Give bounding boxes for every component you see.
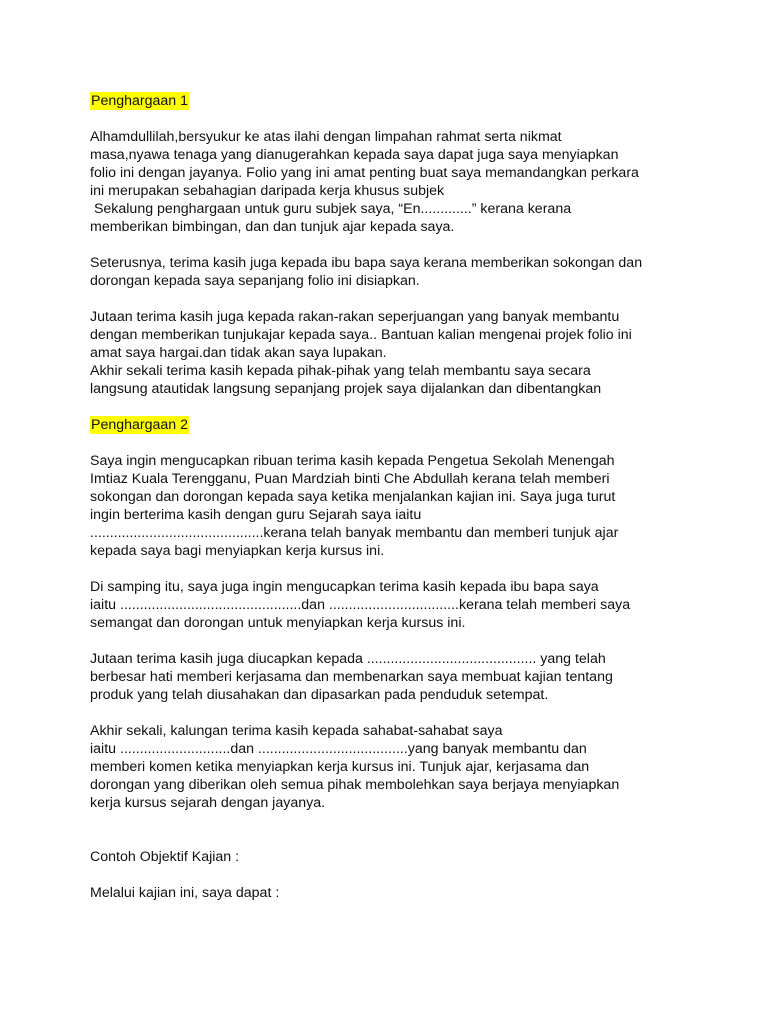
contoh-objektif-label bbox=[90, 848, 690, 866]
paragraph-line: kerja kursus sejarah dengan jayanya. bbox=[90, 795, 326, 811]
heading-penghargaan-1 bbox=[90, 92, 690, 110]
paragraph-line: folio ini dengan jayanya. Folio yang ini amat penting buat saya memandangkan perkara bbox=[90, 165, 639, 181]
paragraph-3 bbox=[90, 308, 690, 398]
paragraph-line: semangat dan dorongan untuk menyiapkan kerja kursus ini. bbox=[90, 615, 466, 631]
paragraph-line: amat saya hargai.dan tidak akan saya lupakan. bbox=[90, 345, 387, 361]
paragraph-line: dorongan kepada saya sepanjang folio ini disiapkan. bbox=[90, 273, 420, 289]
paragraph-line: Contoh Objektif Kajian : bbox=[90, 849, 240, 865]
paragraph-line: iaitu ..............................................dan .................................kerana telah memberi saya bbox=[90, 597, 631, 613]
paragraph-line: Alhamdullilah,bersyukur ke atas ilahi dengan limpahan rahmat serta nikmat bbox=[90, 129, 562, 145]
paragraph-line: Akhir sekali, kalungan terima kasih kepada sahabat-sahabat saya bbox=[90, 723, 503, 739]
paragraph-line: dorongan yang diberikan oleh semua pihak membolehkan saya berjaya menyiapkan bbox=[90, 777, 620, 793]
paragraph-line: Jutaan terima kasih juga diucapkan kepada ........................................... yang telah bbox=[90, 651, 606, 667]
paragraph-line: ............................................kerana telah banyak membantu dan memberi tunjuk ajar bbox=[90, 525, 619, 541]
paragraph-6 bbox=[90, 650, 690, 704]
paragraph-line: Akhir sekali terima kasih kepada pihak-pihak yang telah membantu saya secara bbox=[90, 363, 591, 379]
paragraph-line: sokongan dan dorongan kepada saya ketika menjalankan kajian ini. Saya juga turut bbox=[90, 489, 616, 505]
paragraph-line: Di samping itu, saya juga ingin mengucapkan terima kasih kepada ibu bapa saya bbox=[90, 579, 599, 595]
paragraph-line: Melalui kajian ini, saya dapat : bbox=[90, 885, 280, 901]
paragraph-line: Sekalung penghargaan untuk guru subjek saya, “En.............” kerana kerana bbox=[90, 201, 572, 217]
paragraph-line: memberikan bimbingan, dan dan tunjuk ajar kepada saya. bbox=[90, 219, 455, 235]
paragraph-5 bbox=[90, 578, 690, 632]
paragraph-line: Jutaan terima kasih juga kepada rakan-rakan seperjuangan yang banyak membantu bbox=[90, 309, 620, 325]
paragraph-4 bbox=[90, 452, 690, 560]
document-page bbox=[90, 92, 690, 902]
paragraph-line: dengan memberikan tunjukajar kepada saya.. Bantuan kalian mengenai projek folio ini bbox=[90, 327, 632, 343]
paragraph-line: Imtiaz Kuala Terengganu, Puan Mardziah binti Che Abdullah kerana telah memberi bbox=[90, 471, 610, 487]
paragraph-line: iaitu ............................dan ......................................yang banyak membantu dan bbox=[90, 741, 587, 757]
paragraph-line: langsung atautidak langsung sepanjang projek saya dijalankan dan dibentangkan bbox=[90, 381, 602, 397]
paragraph-2 bbox=[90, 254, 690, 290]
paragraph-line: produk yang telah diusahakan dan dipasarkan pada penduduk setempat. bbox=[90, 687, 549, 703]
paragraph-line: kepada saya bagi menyiapkan kerja kursus ini. bbox=[90, 543, 385, 559]
paragraph-line: Seterusnya, terima kasih juga kepada ibu bapa saya kerana memberikan sokongan dan bbox=[90, 255, 643, 271]
paragraph-7 bbox=[90, 722, 690, 812]
paragraph-line: berbesar hati memberi kerjasama dan membenarkan saya membuat kajian tentang bbox=[90, 669, 613, 685]
heading-penghargaan-2 bbox=[90, 416, 690, 434]
paragraph-line: memberi komen ketika menyiapkan kerja kursus ini. Tunjuk ajar, kerjasama dan bbox=[90, 759, 590, 775]
highlighted-heading: Penghargaan 1 bbox=[91, 93, 189, 109]
highlighted-heading: Penghargaan 2 bbox=[91, 417, 189, 433]
paragraph-line: ini merupakan sebahagian daripada kerja khusus subjek bbox=[90, 183, 445, 199]
paragraph-1 bbox=[90, 128, 690, 236]
paragraph-line: Saya ingin mengucapkan ribuan terima kasih kepada Pengetua Sekolah Menengah bbox=[90, 453, 615, 469]
paragraph-line: masa,nyawa tenaga yang dianugerahkan kepada saya dapat juga saya menyiapkan bbox=[90, 147, 619, 163]
paragraph-line: ingin berterima kasih dengan guru Sejarah saya iaitu bbox=[90, 507, 422, 523]
melalui-kajian-label bbox=[90, 884, 690, 902]
